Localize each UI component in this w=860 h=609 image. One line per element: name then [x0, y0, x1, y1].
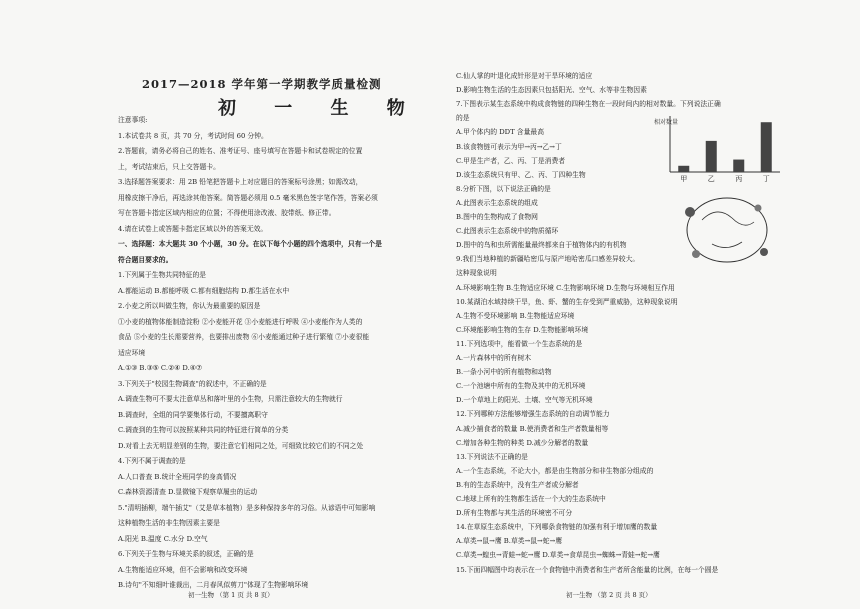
category-label: 乙: [707, 175, 715, 183]
left-text-line: 3.选择题答案要求：用 2B 铅笔把答题卡上对应题目的答案标号涂黑；如需改动，: [118, 178, 363, 186]
left-text-line: 3.下列关于"校园生物调查"的叙述中，不正确的是: [118, 379, 267, 388]
left-text-line: 写在答题卡指定区域内相应的位置；不得使用涂改液、胶带纸、修正带。: [118, 209, 336, 217]
left-text-line: C.森林资源清查 D.显微镜下观察草履虫的运动: [118, 488, 257, 496]
right-text-line: C.增加各种生物的种类 D.减少分解者的数量: [456, 438, 589, 447]
left-text-line: 一、选择题：本大题共 30 个小题，30 分。在以下每个小题的四个选项中，只有一个是: [118, 240, 382, 248]
category-label: 丙: [735, 175, 743, 183]
footer-right: 初一生物 （第 2 页 共 8 页）: [566, 591, 652, 599]
left-text-line: 1.下列属于生物共同特征的是: [118, 271, 207, 279]
right-text-line: C.一个池塘中所有的生物及其中的无机环境: [456, 382, 586, 391]
left-text-line: 4.请在试卷上或答题卡指定区域以外的答案无效。: [118, 224, 268, 233]
right-text-line: 12.下列哪种方法能够增强生态系统的自动调节能力: [456, 410, 610, 419]
right-text-line: 13.下列说法不正确的是: [456, 452, 528, 461]
left-text-line: B.诗句"不知细叶谁裁出，二月春风似剪刀"体现了生物影响环境: [118, 581, 309, 589]
left-text-line: 上，考试结束后，只上交答题卡。: [118, 162, 220, 171]
left-text-line: 用橡皮擦干净后，再选涂其他答案。简答题必须用 0.5 毫米黑色签字笔作答，答案必须: [118, 193, 378, 202]
right-text-line: 9.我们当地种植的新疆哈密瓜与原产地哈密瓜口感差异较大。: [456, 255, 640, 264]
right-text-line: 15.下面四幅图中均表示在一个食物链中消费者和生产者所含能量的比例，在每一个圆是: [456, 565, 719, 574]
right-text-line: 8.分析下图，以下说法正确的是: [456, 184, 551, 193]
right-text-line: C.此图表示生态系统中的物质循环: [456, 227, 559, 236]
right-text-line: B.一条小河中的所有植物和动物: [456, 368, 552, 377]
right-text-line: A.甲个体内的 DDT 含量最高: [456, 128, 544, 137]
right-text-line: 这种现象说明: [456, 269, 497, 278]
right-text-line: A.一个生态系统，不论大小，都是由生物部分和非生物部分组成的: [456, 466, 654, 475]
left-text-line: A.人口普查 B.统计全班同学的身高情况: [118, 472, 237, 481]
right-text-line: A.生物不受环境影响 B.生物能适应环境: [456, 311, 575, 320]
right-text-line: 14.在草原生态系统中，下列哪条食物链的加强有利于增加鹰的数量: [456, 523, 658, 532]
right-text-line: D.一个草地上的阳光、土壤、空气等无机环境: [456, 396, 593, 405]
left-text-line: B.调查时，全组的同学要集体行动，不要擅离职守: [118, 410, 268, 419]
right-text-line: B.图中的生物构成了食物网: [456, 213, 538, 221]
q7-bar-chart: [652, 110, 802, 190]
left-text-line: 适应环境: [118, 348, 146, 357]
footer-left: 初一生物 （第 1 页 共 8 页）: [188, 591, 274, 599]
right-text-line: C.甲是生产者，乙、丙、丁是消费者: [456, 156, 566, 165]
left-text-line: 6.下列关于生物与环境关系的叙述，正确的是: [118, 550, 254, 558]
right-text-line: 10.某湖泊水域持续干旱，鱼、虾、蟹的生存受到严重威胁，这种现象说明: [456, 297, 678, 306]
right-text-line: D.影响生物生活的生态因素只包括阳光、空气、水等非生物因素: [456, 86, 647, 95]
right-text-line: A.此图表示生态系统的组成: [456, 198, 538, 207]
right-text-line: D.图中的鸟和虫所需能量最终都来自于植物体内的有机物: [456, 241, 627, 250]
right-text-line: B.有的生态系统中，没有生产者或分解者: [456, 480, 579, 489]
left-text-line: A.调查生物可不要太注意草丛和落叶里的小生物，只需注意较大的生物就行: [118, 395, 343, 403]
right-text-line: A.一片森林中的所有树木: [456, 354, 532, 362]
bar-1: [706, 141, 717, 172]
exam-title: 2017—2018 学年第一学期教学质量检测: [142, 77, 382, 91]
right-text-line: A.减少捕食者的数量 B.使消费者和生产者数量相等: [456, 424, 609, 433]
right-text-line: C.环境能影响生物的生存 D.生物能影响环境: [456, 325, 589, 334]
left-text-line: 4.下列不属于调查的是: [118, 457, 186, 465]
exam-subject: 初 一 生 物: [218, 98, 421, 119]
bar-0: [678, 166, 689, 172]
page-right: [456, 0, 800, 609]
left-text-line: 这种植物生活的非生物因素主要是: [118, 519, 220, 527]
category-label: 甲: [680, 175, 688, 183]
y-axis-label: 相对数量: [654, 119, 679, 126]
left-text-line: C.调查到的生物可以按照某种共同的特征进行简单的分类: [118, 426, 289, 434]
left-text-line: 符合题目要求的。: [118, 255, 173, 264]
left-text-line: 5."清明插柳，端午插艾"（艾是草本植物）是多种保持多年的习俗。从谚语中可知影响: [118, 503, 376, 512]
right-text-line: 的是: [456, 114, 470, 123]
right-text-line: A.草类→鼠→鹰 B.草类→鼠→蛇→鹰: [456, 537, 563, 546]
category-label: 丁: [762, 175, 770, 183]
right-text-line: D.所有生物都与其生活的环境密不可分: [456, 509, 573, 518]
right-text-line: 11.下列选项中，能看做一个生态系统的是: [456, 339, 583, 348]
left-text-line: 1.本试卷共 8 页，共 70 分，考试时间 60 分钟。: [118, 131, 268, 140]
left-text-line: A.阳光 B.温度 C.水分 D.空气: [118, 534, 208, 543]
left-text-line: A.①③ B.③⑤ C.②④ D.④⑦: [118, 364, 202, 372]
left-text-line: 2.小麦之所以叫做生物，你认为最重要的原因是: [118, 302, 261, 310]
right-text-line: B.该食物链可表示为甲→丙→乙→丁: [456, 142, 562, 151]
right-text-line: C.地球上所有的生物都生活在一个大的生态系统中: [456, 495, 606, 503]
left-text-line: A.都能运动 B.都能呼吸 C.都有细胞结构 D.都生活在水中: [118, 286, 290, 295]
right-text-line: D.该生态系统只有甲、乙、丙、丁四种生物: [456, 170, 586, 179]
right-text-line: C.仙人掌的叶退化成针形是对干旱环境的适应: [456, 72, 593, 80]
right-text-line: A.环境影响生物 B.生物适应环境 C.生物影响环境 D.生物与环境相互作用: [456, 283, 675, 292]
left-text-line: ①小麦的植物体能制造淀粉 ②小麦能开花 ③小麦能进行呼吸 ④小麦能作为人类的: [118, 317, 363, 326]
right-text-line: 7.下图表示某生态系统中构成食物链的四种生物在一段时间内的相对数量。下列说法正确: [456, 100, 721, 109]
left-text-line: 注意事项:: [118, 116, 148, 124]
left-text-line: 食品 ⑤小麦的生长需要营养，也要排出废物 ⑥小麦能通过种子进行繁殖 ⑦小麦很能: [118, 333, 370, 341]
bar-3: [761, 122, 772, 172]
right-text-line: C.草类→蝗虫→青蛙→蛇→鹰 D.草类→食草昆虫→蜘蛛→青蛙→蛇→鹰: [456, 551, 660, 560]
q8-ecosystem-diagram: [672, 190, 782, 272]
left-text-line: 2.答题前，请务必将自己的姓名、准考证号、座号填写在答题卡和试卷规定的位置: [118, 147, 363, 155]
bar-2: [733, 160, 744, 172]
left-text-line: D.对看上去无明显差别的生物，要注意它们相同之处，可细致比较它们的不同之处: [118, 441, 364, 450]
page-left: [118, 0, 440, 609]
left-text-line: A.生物能适应环境，但不会影响和改变环境: [118, 565, 248, 574]
